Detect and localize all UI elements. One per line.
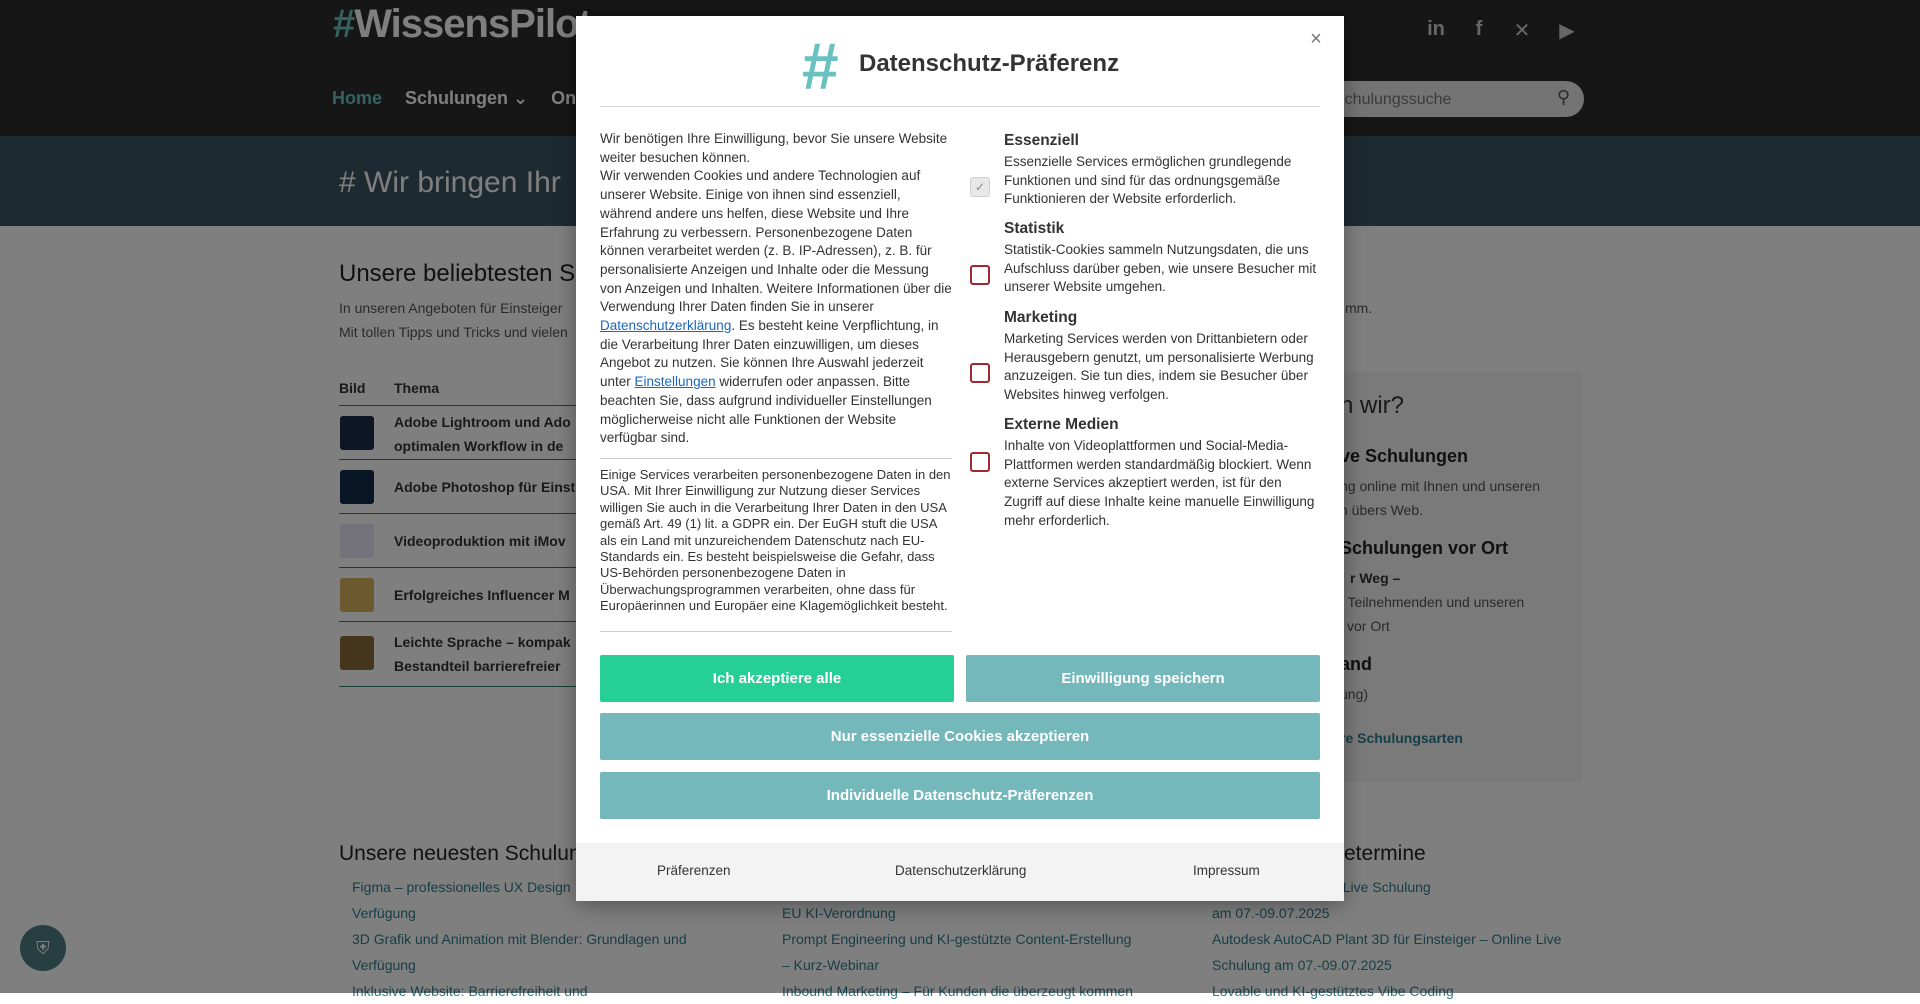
category-description: Essenzielle Services ermöglichen grundlegende Funktionen und sind für das ordnungsgemäße Funktionieren der Website erforderlich. [1004, 154, 1292, 207]
usa-notice[interactable]: Einige Services verarbeiten personenbezogene Daten in den USA. Mit Ihrer Einwilligung zur Nutzung dieser Services willigen Sie auch in die Verarbeitung Ihrer Daten in den USA gemäß Art. 49 (1) lit. a GDPR ein. Der EuGH stuft die USA als ein Land mit unzureichendem Datenschutz nach EU-Standards ein. Es besteht beispielsweise die Gefahr, dass US-Behörden personenbezogene Daten in Überwachungsprogrammen verarbeiten, ohne dass für Europäerinnen und Europäer eine Klagemöglichkeit besteht. [600, 467, 951, 614]
consent-intro: Wir benötigen Ihre Einwilligung, bevor Sie unsere Website weiter besuchen können. [600, 131, 948, 165]
footer-preferences-link[interactable]: Präferenzen [657, 863, 731, 878]
divider [600, 631, 952, 632]
privacy-modal [576, 16, 1344, 901]
category-name: Statistik [1004, 220, 1065, 237]
footer-privacy-link[interactable]: Datenschutzerklärung [895, 863, 1027, 878]
accept-all-button[interactable]: Ich akzeptiere alle [600, 655, 954, 702]
category-description: Marketing Services werden von Drittanbietern oder Herausgebern genutzt, um personalisierte Werbung anzuzeigen. Sie tun dies, indem sie Besucher über Websites hinweg verfolgen. [1004, 331, 1314, 403]
category-name: Marketing [1004, 309, 1078, 326]
divider [600, 458, 952, 459]
modal-title: Datenschutz-Präferenz [859, 50, 1120, 77]
category-description: Statistik-Cookies sammeln Nutzungsdaten, die uns Aufschluss darüber geben, wie unsere Besucher mit unserer Website umgehen. [1004, 242, 1317, 295]
essential-only-button[interactable]: Nur essenzielle Cookies akzeptieren [600, 713, 1320, 760]
settings-link[interactable]: Einstellungen [634, 374, 716, 390]
individual-preferences-button[interactable]: Individuelle Datenschutz-Präferenzen [600, 772, 1320, 819]
category-description: Inhalte von Videoplattformen und Social-Media-Plattformen werden standardmäßig blockiert. Wenn externe Services akzeptiert werden, ist für den Zugriff auf diese Inhalte keine manuelle Einwilligung mehr erforderlich. [1004, 438, 1315, 528]
category-name: Essenziell [1004, 132, 1079, 149]
footer-imprint-link[interactable]: Impressum [1193, 863, 1260, 878]
essenziell-checkbox: ✓ [970, 177, 990, 197]
category-name: Externe Medien [1004, 416, 1119, 433]
marketing-checkbox[interactable] [970, 363, 990, 383]
divider [600, 106, 1320, 107]
privacy-policy-link[interactable]: Datenschutzerklärung [600, 318, 732, 334]
hash-logo-icon: # [801, 29, 838, 103]
close-icon[interactable]: × [1310, 28, 1322, 50]
consent-text [600, 130, 952, 448]
save-consent-button[interactable]: Einwilligung speichern [966, 655, 1320, 702]
consent-details: Wir verwenden Cookies und andere Technologien auf unserer Website. Einige von ihnen sind essenziell, während andere uns helfen, diese Website und Ihre Erfahrung zu verbessern. Personenbezogene Daten können verarbeitet werden (z. B. IP-Adressen), z. B. für personalisierte Anzeigen und Inhalte oder die Messung von Anzeigen und Inhalten. Weitere Informationen über die Verwendung Ihrer Daten finden Sie in unserer Datenschutzerklärung. Es besteht keine Verpflichtung, in die Verarbeitung Ihrer Daten einzuwilligen, um dieses Angebot zu nutzen. Sie können Ihre Auswahl jederzeit unter Einstellungen widerrufen oder anpassen. Bitte beachten Sie, dass aufgrund individueller Einstellungen möglicherweise nicht alle Funktionen der Website verfügbar sind. [600, 168, 952, 446]
modal-footer [576, 843, 1344, 901]
statistik-checkbox[interactable] [970, 265, 990, 285]
externe-medien-checkbox[interactable] [970, 452, 990, 472]
